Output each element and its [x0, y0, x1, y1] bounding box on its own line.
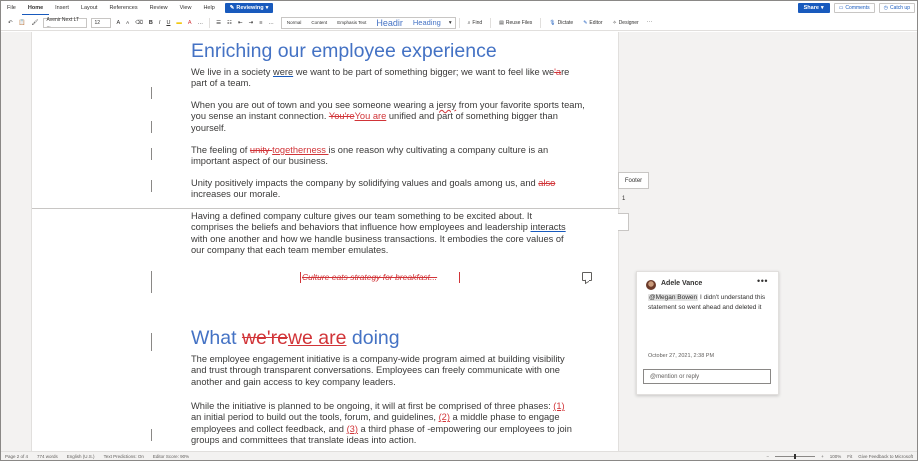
inserted-text[interactable]: (1) — [553, 401, 565, 411]
catch-up-icon: ◷ — [883, 5, 888, 11]
more-icon[interactable]: … — [197, 19, 204, 26]
ribbon — [1, 15, 917, 31]
text-run: a middle phase to engage employees and collect feedback, and — [191, 412, 560, 434]
text-run: unified and part of something bigger than yourself. — [191, 111, 558, 133]
deleted-text[interactable]: 'a — [554, 67, 562, 77]
share-label: Share — [803, 5, 819, 11]
style-heading-2[interactable]: Heading — [412, 18, 441, 27]
font-name-value: Avenir Next LT ... — [46, 16, 79, 29]
paste-icon[interactable]: 📋 — [18, 19, 26, 26]
zoom-in-icon[interactable]: + — [821, 454, 824, 459]
format-painter-icon[interactable]: 🖌 — [31, 19, 39, 26]
word-count[interactable]: 774 words — [37, 453, 58, 459]
deleted-quote[interactable]: Culture eats strategy for breakfast... — [302, 272, 462, 282]
tab-home[interactable]: Home — [22, 1, 49, 15]
comment-date: October 27, 2021, 2:38 PM — [648, 353, 715, 359]
style-heading-1[interactable]: Headir — [376, 17, 403, 28]
feedback-link[interactable]: Give Feedback to Microsoft — [858, 454, 913, 459]
avatar — [646, 280, 656, 290]
zoom-level[interactable]: 100% — [829, 454, 842, 459]
text-run: an initial period to build out the tools, forum, and guidelines, — [191, 412, 439, 423]
catch-up-label: Catch up — [889, 5, 910, 11]
undo-icon[interactable]: ↶ — [8, 19, 13, 26]
decrease-indent-icon[interactable]: ⇤ — [237, 19, 243, 26]
fit-button[interactable]: Fit — [847, 454, 853, 459]
highlight-icon[interactable]: ▬ — [176, 19, 182, 26]
paragraph-1 — [191, 67, 586, 90]
change-bar — [151, 271, 152, 293]
reuse-files-button[interactable] — [494, 18, 537, 28]
text-run: from your favorite sports team, you sense an instant connection. — [191, 100, 585, 122]
comment-icon: ▭ — [838, 5, 844, 11]
change-bar — [151, 148, 152, 160]
ribbon-divider — [209, 18, 210, 28]
comment-card[interactable] — [636, 271, 779, 395]
inserted-text[interactable]: we are — [287, 327, 347, 349]
designer-label: Designer — [618, 19, 639, 26]
share-button[interactable] — [798, 3, 830, 13]
reuse-files-icon: ▤ — [499, 19, 504, 26]
text-run: increases our morale. — [191, 189, 281, 200]
editor-label: Editor — [589, 19, 603, 26]
change-bar — [151, 180, 152, 192]
text-run: with one another and how we handle business transactions. It embodies the core values of our company that each team member emulates. — [191, 233, 564, 256]
align-left-icon[interactable]: ≡ — [259, 19, 263, 26]
text-run: When you are out of town and you see someone wearing a — [191, 100, 437, 110]
more-options-icon[interactable]: ••• — [757, 276, 768, 286]
comments-button[interactable] — [834, 3, 875, 13]
text-run: The feeling of — [191, 145, 250, 155]
paragraph-2 — [191, 100, 586, 134]
menu-bar — [1, 1, 917, 15]
text-run: is one reason why cultivating a company culture is an important aspect of our business. — [191, 145, 549, 167]
microphone-icon: 🎙 — [549, 19, 556, 26]
text-run: re part of a team. — [191, 67, 570, 89]
spelling-flag[interactable]: jersy — [436, 100, 457, 110]
reviewing-mode-button[interactable] — [225, 3, 274, 13]
pencil-icon: ✎ — [229, 5, 235, 11]
footer-page-number: 1 — [622, 196, 626, 202]
text-run: a third phase of -empowering our employees to join groups and committees that translate ideas into action. — [191, 423, 572, 446]
tab-review[interactable]: Review — [149, 5, 168, 11]
text-run: While the initiative is planned to be ongoing, it will at first be comprised of three phases: — [191, 401, 554, 411]
reuse-files-label: Reuse Files — [505, 19, 533, 26]
paragraph-7 — [191, 401, 576, 447]
text-run: we want to be part of something bigger; we want to feel like — [293, 67, 543, 77]
dictate-button[interactable] — [544, 18, 578, 28]
comment-text: I didn't understand this statement so went ahead and deleted it — [648, 294, 766, 311]
paragraph-3 — [191, 145, 586, 168]
reviewing-mode-label: Reviewing — [236, 5, 264, 11]
footer-area[interactable] — [618, 213, 629, 231]
inserted-text[interactable]: You are — [354, 111, 387, 122]
editor-icon: ✎ — [583, 19, 588, 26]
language-status[interactable]: English (U.S.) — [66, 453, 95, 459]
search-icon: ⌕ — [467, 19, 471, 26]
style-normal[interactable]: Normal — [286, 20, 302, 25]
text-run: we — [542, 67, 555, 77]
clear-formatting-icon[interactable]: ⌫ — [135, 19, 143, 26]
tab-references[interactable]: References — [109, 5, 138, 11]
heading-enriching: Enriching our employee experience — [191, 40, 497, 62]
designer-button[interactable] — [607, 18, 643, 28]
inserted-text[interactable]: (3) — [346, 423, 358, 434]
inserted-text[interactable]: togetherness — [272, 145, 329, 155]
status-right — [766, 452, 913, 461]
paragraph-more-icon[interactable]: … — [268, 19, 274, 26]
paragraph-5 — [191, 211, 571, 257]
find-button[interactable] — [463, 18, 488, 28]
increase-indent-icon[interactable]: ⇥ — [248, 19, 254, 26]
text-run: We live in a society — [191, 67, 273, 77]
menu-right-actions — [798, 3, 915, 13]
bold-button[interactable]: B — [148, 19, 153, 26]
mention-tag[interactable]: @Megan Bowen — [649, 294, 698, 301]
deleted-text[interactable]: also — [538, 178, 556, 188]
paragraph-4 — [191, 178, 586, 201]
font-name-select[interactable] — [43, 18, 87, 28]
ribbon-divider — [459, 18, 460, 28]
editor-score[interactable]: Editor Score: 90% — [152, 453, 190, 459]
change-bar — [151, 121, 152, 133]
font-size-value: 12 — [94, 19, 101, 26]
heading-what-we-are-doing — [191, 327, 400, 350]
text-predictions-status[interactable]: Text Predictions: On — [103, 453, 144, 459]
ribbon-divider — [540, 18, 541, 28]
grammar-flag[interactable]: were — [272, 67, 294, 77]
styles-gallery — [281, 17, 456, 29]
font-size-select[interactable] — [91, 18, 111, 28]
change-bar — [151, 333, 152, 351]
status-bar — [1, 451, 917, 460]
document-canvas — [1, 32, 917, 451]
comment-marker-icon[interactable] — [582, 272, 592, 281]
font-color-icon[interactable]: A — [187, 19, 192, 26]
zoom-out-icon[interactable]: − — [766, 454, 770, 459]
styles-expand-icon[interactable]: ▾ — [448, 19, 452, 26]
chevron-down-icon: ▾ — [820, 5, 824, 11]
shrink-font-button[interactable]: A — [126, 20, 130, 25]
underline-button[interactable]: U — [166, 19, 171, 26]
reply-input[interactable]: @mention or reply — [643, 369, 771, 384]
zoom-slider[interactable] — [775, 456, 815, 457]
designer-icon: ✧ — [612, 19, 617, 26]
italic-button[interactable]: I — [158, 19, 161, 26]
grow-font-button[interactable]: A — [116, 19, 121, 26]
tab-file[interactable]: File — [7, 5, 16, 11]
deleted-text[interactable]: we're — [241, 327, 288, 349]
numbering-icon[interactable]: ☷ — [227, 19, 232, 26]
footer-label-button[interactable]: Footer — [618, 172, 649, 189]
change-bar — [151, 429, 152, 441]
paragraph-6: The employee engagement initiative is a company-wide program aimed at building visibility and trust through transparent conversations. Employees can freely communicate with one another and gain access to key company leaders. — [191, 354, 565, 387]
comment-body — [648, 293, 773, 313]
tab-layout[interactable]: Layout — [80, 5, 98, 11]
page-break-line — [32, 208, 620, 209]
tab-help[interactable]: Help — [203, 5, 215, 11]
catch-up-button[interactable] — [879, 3, 915, 13]
inserted-text[interactable]: (2) — [438, 412, 450, 423]
heading-text: doing — [346, 327, 400, 349]
change-bar — [151, 87, 152, 99]
ribbon-divider — [490, 18, 491, 28]
style-emphasis-text[interactable]: Emphasis Text — [337, 20, 367, 25]
deleted-text[interactable]: unity — [249, 145, 273, 155]
chevron-down-icon: ▾ — [265, 5, 269, 11]
text-run: Having a defined company culture gives our team something to be excited about. It comprises the beliefs and behaviors that influence how employees and leadership — [191, 211, 533, 233]
comments-label: Comments — [845, 5, 870, 11]
tab-view[interactable]: View — [179, 5, 192, 11]
ribbon-more-icon[interactable]: ⋯ — [646, 19, 653, 26]
grammar-flag[interactable]: interacts — [530, 222, 566, 233]
tab-insert[interactable]: Insert — [55, 5, 69, 11]
find-label: Find — [472, 19, 483, 26]
style-content[interactable]: Content — [311, 20, 328, 25]
editor-button[interactable] — [578, 18, 607, 28]
bullets-icon[interactable]: ☰ — [216, 19, 222, 26]
deleted-text[interactable]: You're — [328, 111, 355, 122]
heading-text: What — [191, 327, 242, 349]
text-run: Unity positively impacts the company by solidifying values and goals among us, and — [191, 178, 539, 188]
dictate-label: Dictate — [557, 19, 574, 26]
comment-author: Adele Vance — [661, 280, 703, 287]
page-count[interactable]: Page 2 of 4 — [5, 453, 29, 459]
